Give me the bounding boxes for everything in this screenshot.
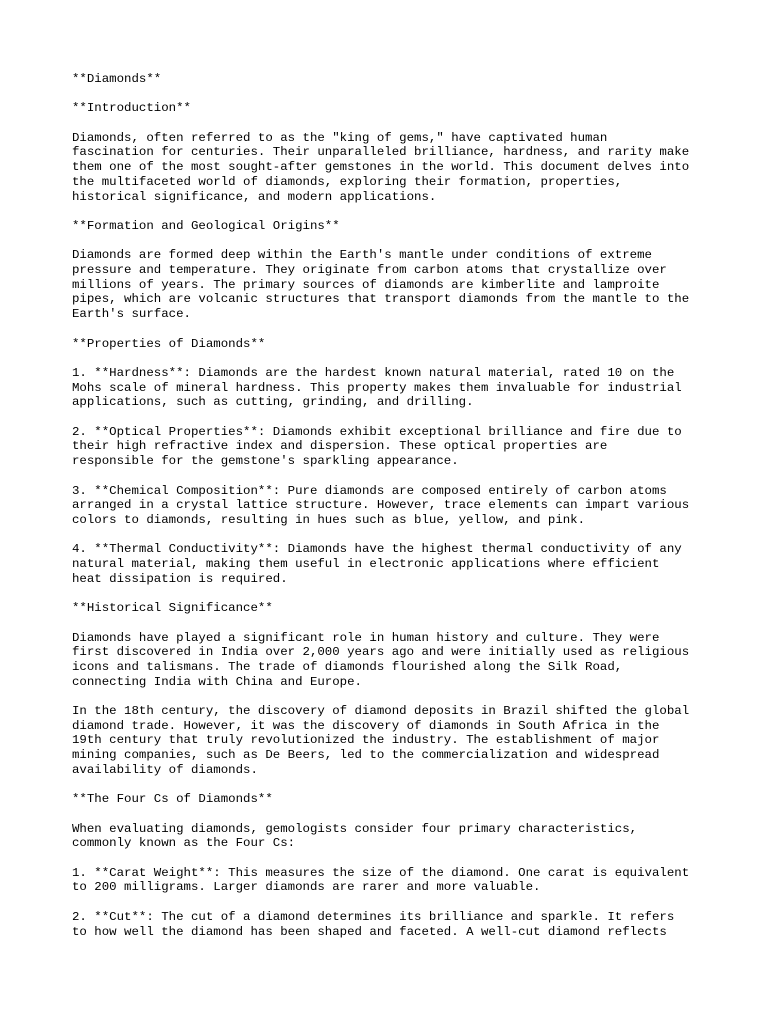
heading-historical-significance: **Historical Significance** [72,601,273,616]
paragraph-history-modern: In the 18th century, the discovery of diamond deposits in Brazil shifted the global diamond trade. However, it was the discovery of diamonds in South Africa in the 19th century that truly revolutionized the industry. The establishment of major mining companies, such as De Beers, led to the commercialization and widespread availability of diamonds. [72,704,690,777]
document-page [72,72,712,954]
list-item-carat-weight: 1. **Carat Weight**: This measures the size of the diamond. One carat is equivalent to 200 milligrams. Larger diamonds are rarer and more valuable. [72,865,690,895]
heading-introduction: **Introduction** [72,101,191,116]
list-item-thermal-conductivity: 4. **Thermal Conductivity**: Diamonds have the highest thermal conductivity of any natural material, making them useful in electronic applications where efficient heat dissipation is required. [72,542,682,586]
heading-four-cs: **The Four Cs of Diamonds** [72,792,273,807]
list-item-optical-properties: 2. **Optical Properties**: Diamonds exhibit exceptional brilliance and fire due to their high refractive index and dispersion. These optical properties are responsible for the gemstone's sparkling appearance. [72,424,682,469]
paragraph-introduction: Diamonds, often referred to as the "king of gems," have captivated human fascination for centuries. Their unparalleled brilliance, hardness, and rarity make them one of the most sought-after gemstones in the world. This document delves into the multifaceted world of diamonds, exploring their formation, properties, historical significance, and modern applications. [72,130,690,204]
document-title: **Diamonds** [72,72,162,86]
paragraph-history-early: Diamonds have played a significant role in human history and culture. They were first discovered in India over 2,000 years ago and were initially used as religious icons and talismans. The trade of diamonds flourished along the Silk Road, connecting India with China and Europe. [72,630,690,689]
heading-formation: **Formation and Geological Origins** [72,218,340,233]
heading-properties: **Properties of Diamonds** [72,336,266,351]
list-item-cut: 2. **Cut**: The cut of a diamond determines its brilliance and sparkle. It refers to how well the diamond has been shaped and faceted. A well-cut diamond reflects [72,909,675,939]
paragraph-formation: Diamonds are formed deep within the Earth's mantle under conditions of extreme pressure and temperature. They originate from carbon atoms that crystallize over millions of years. The primary sources of diamonds are kimberlite and lamproite pipes, which are volcanic structures that transport diamonds from the mantle to the Earth's surface. [72,248,690,322]
list-item-chemical-composition: 3. **Chemical Composition**: Pure diamonds are composed entirely of carbon atoms arranged in a crystal lattice structure. However, trace elements can impart various colors to diamonds, resulting in hues such as blue, yellow, and pink. [72,483,690,527]
paragraph-four-cs-intro: When evaluating diamonds, gemologists consider four primary characteristics, commonly known as the Four Cs: [72,821,638,851]
list-item-hardness: 1. **Hardness**: Diamonds are the hardest known natural material, rated 10 on the Mohs scale of mineral hardness. This property makes them invaluable for industrial applications, such as cutting, grinding, and drilling. [72,365,682,410]
